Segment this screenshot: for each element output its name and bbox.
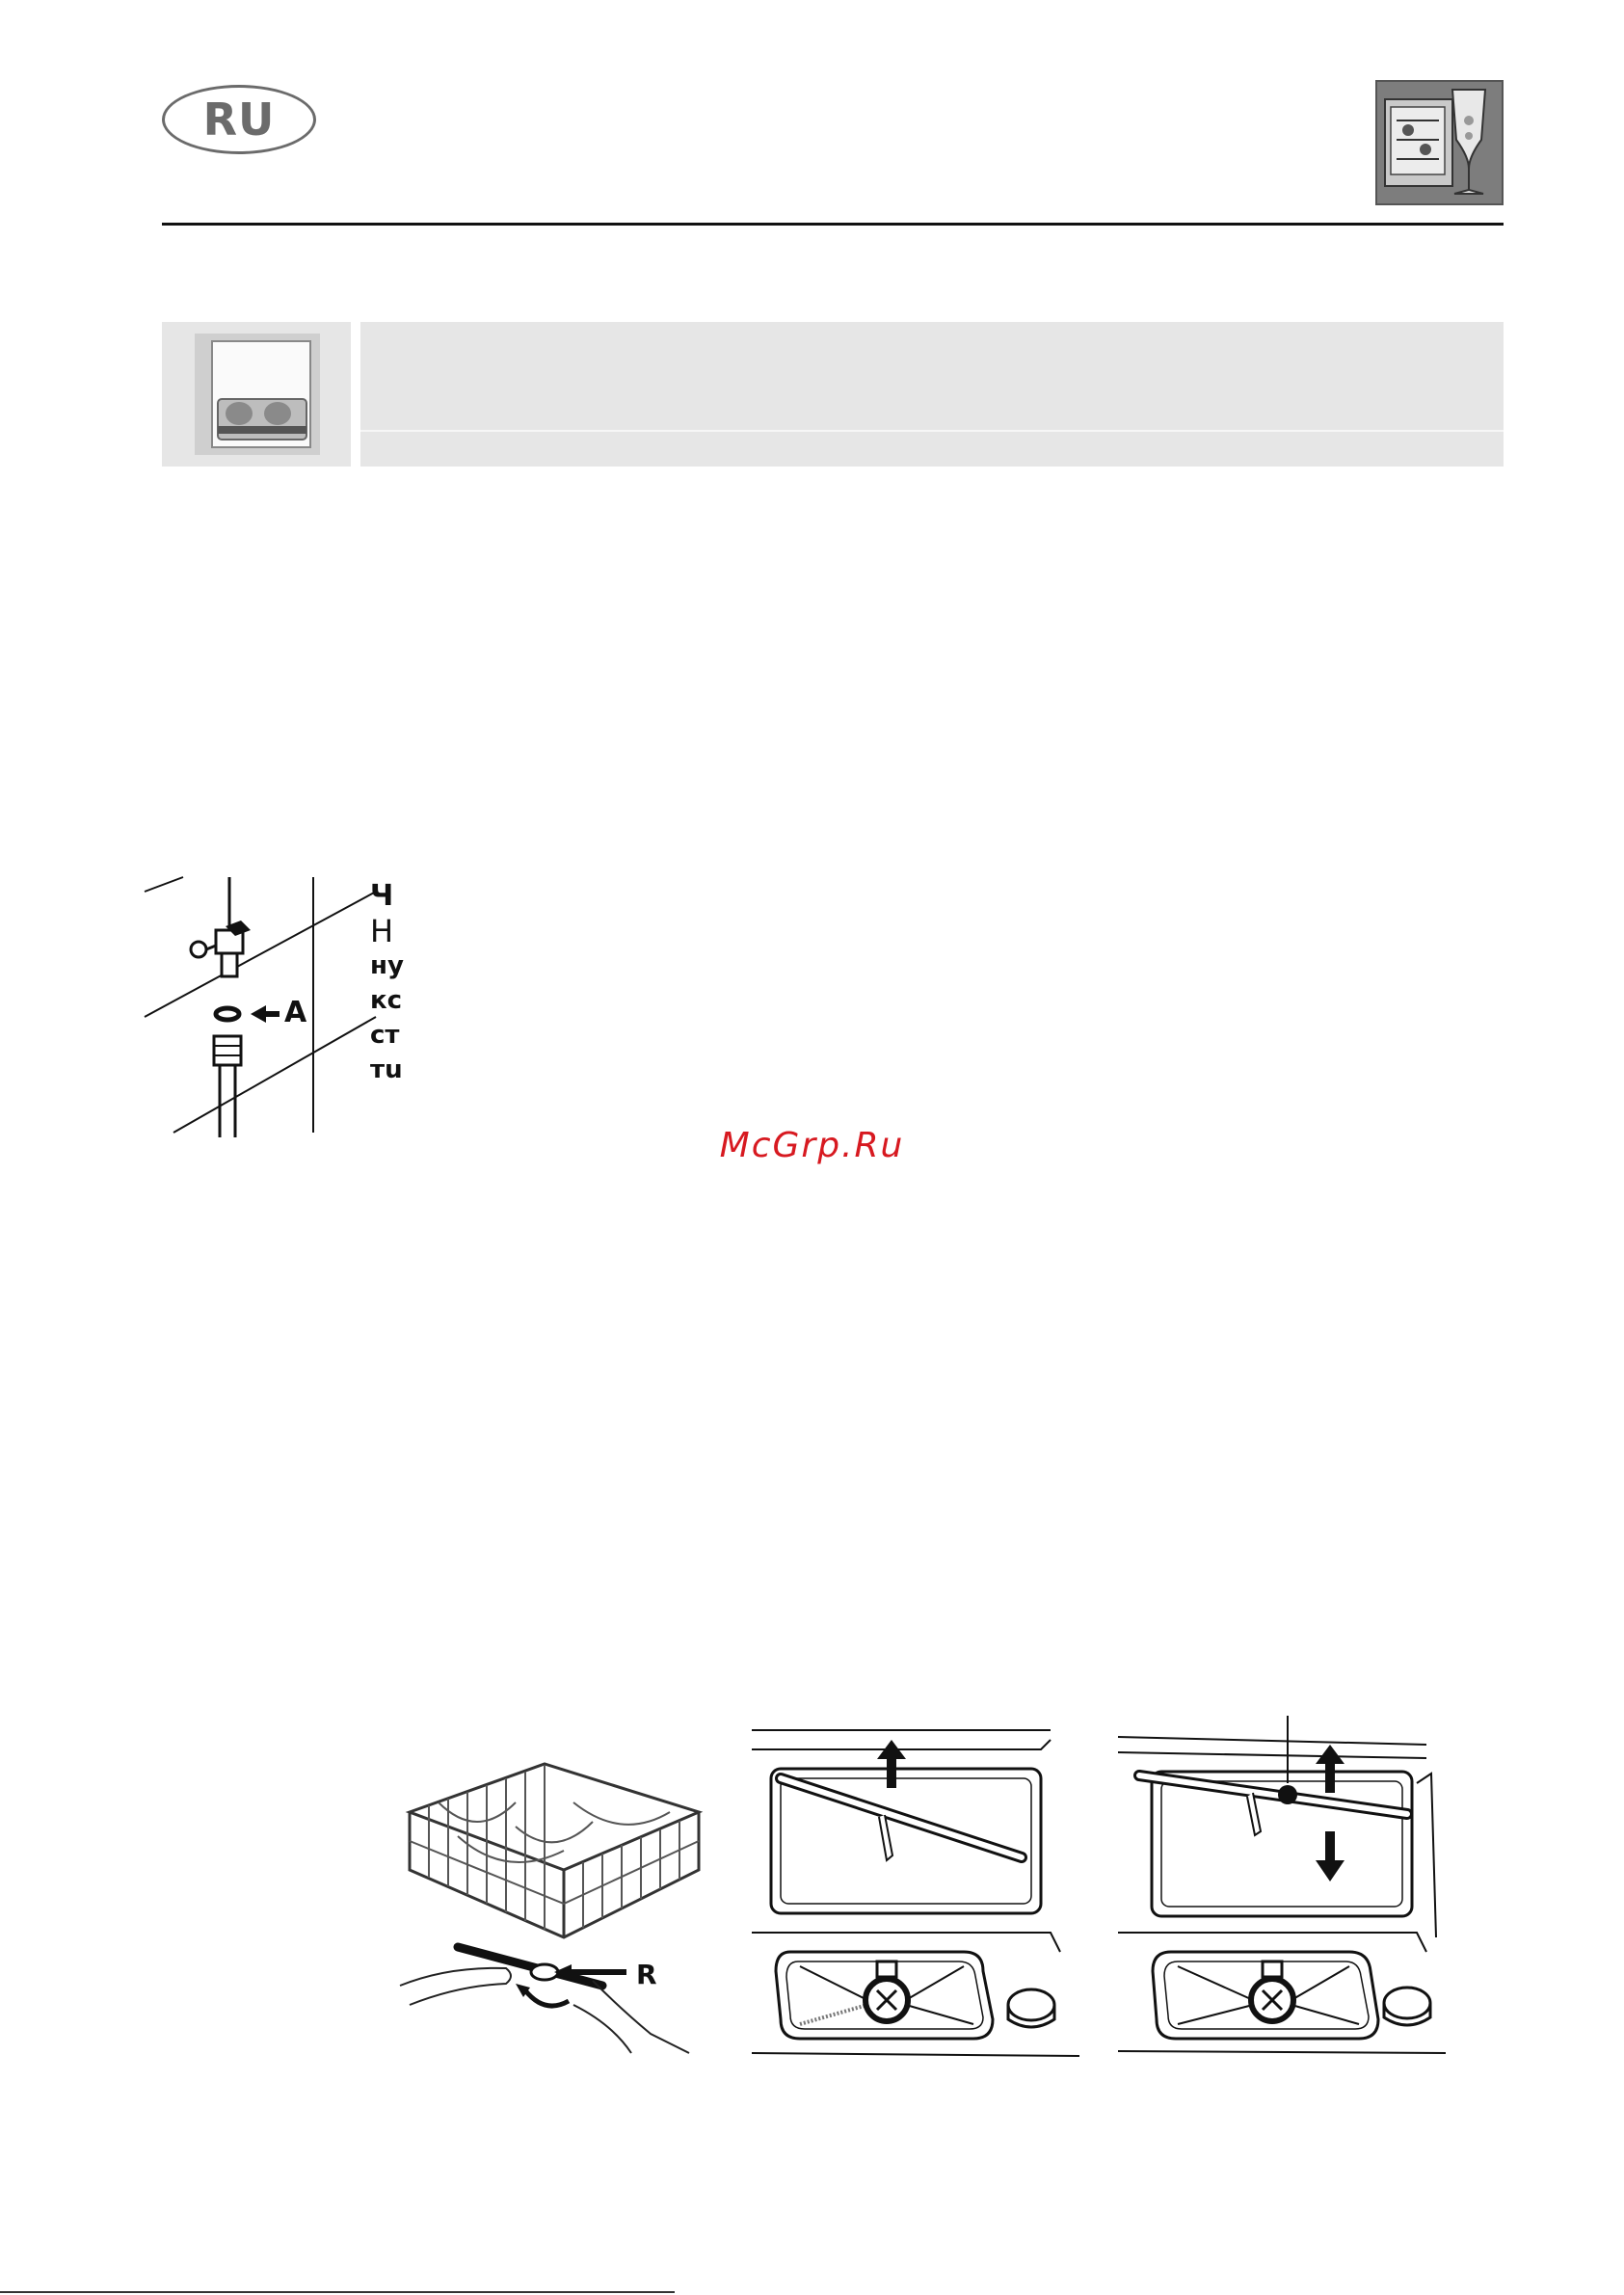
- clipped-text-column: [370, 879, 404, 1091]
- footer-divider: [0, 2291, 675, 2293]
- dishwasher-control-icon: [162, 322, 351, 467]
- label-a: A: [284, 996, 307, 1029]
- label-r: R: [636, 1959, 657, 1990]
- section-banner-divider: [360, 430, 1504, 432]
- lower-spray-arm-illustration-1: [752, 1730, 1079, 2058]
- watermark: McGrp.Ru: [719, 1126, 905, 1165]
- lower-spray-arm-illustration-2: [1118, 1716, 1446, 2058]
- upper-basket-spray-arm-illustration: [400, 1745, 708, 2053]
- section-banner-icon-box: [162, 322, 351, 467]
- clipped-text-line: ст: [370, 1021, 400, 1050]
- clipped-text-line: кс: [370, 986, 403, 1015]
- section-banner: [360, 322, 1504, 467]
- language-badge-label: RU: [202, 93, 276, 146]
- clipped-text-line: Ч: [370, 879, 394, 913]
- header-divider: [162, 223, 1504, 226]
- clipped-text-line: Н: [370, 913, 394, 949]
- dishwasher-glass-icon: [1375, 80, 1504, 205]
- tap-filter-illustration: [145, 872, 405, 1137]
- language-badge: [162, 85, 316, 154]
- clipped-text-line: ну: [370, 951, 404, 980]
- clipped-text-line: тu: [370, 1055, 403, 1084]
